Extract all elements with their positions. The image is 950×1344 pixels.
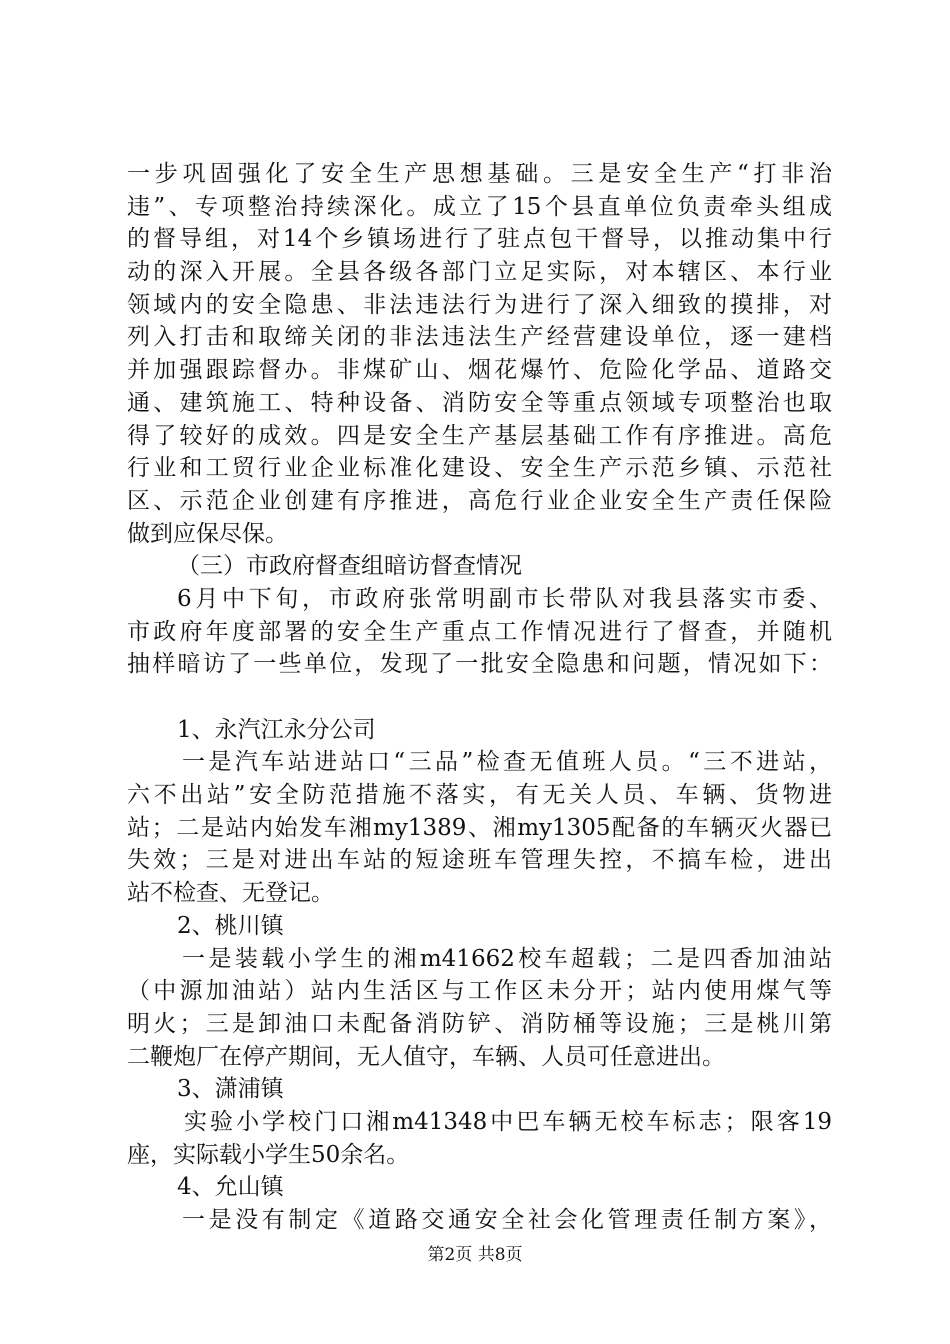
document-body [127, 158, 832, 1237]
paragraph-line: 做到应保尽保。 [127, 520, 288, 547]
paragraph-line: 并加强跟踪督办。非煤矿山、烟花爆竹、危险化学品、道路交 [127, 357, 832, 384]
paragraph-line: 站不检查、无登记。 [127, 880, 334, 907]
paragraph-line: 实验小学校门口湘m41348中巴车辆无校车标志；限客19 [184, 1108, 832, 1135]
paragraph-line: 座，实际载小学生50余名。 [127, 1141, 410, 1168]
paragraph-line: 抽样暗访了一些单位，发现了一批安全隐患和问题，情况如下： [127, 651, 832, 678]
paragraph-line: 明火；三是卸油口未配备消防铲、消防桶等设施；三是桃川第 [127, 1010, 832, 1037]
subsection-heading: 3、潇浦镇 [177, 1076, 284, 1103]
paragraph-line: 动的深入开展。全县各级各部门立足实际，对本辖区、本行业 [127, 259, 832, 286]
subsection-heading: 1、永汽江永分公司 [177, 716, 376, 743]
paragraph-line: 一是汽车站进站口“三品”检查无值班人员。“三不进站， [182, 749, 832, 776]
blank-line [127, 681, 832, 714]
paragraph-line: 二鞭炮厂在停产期间，无人值守，车辆、人员可任意进出。 [127, 1043, 725, 1070]
paragraph-line: 一是装载小学生的湘m41662校车超载；二是四香加油站 [182, 945, 832, 972]
paragraph-line: 市政府年度部署的安全生产重点工作情况进行了督查，并随机 [127, 618, 832, 645]
paragraph-line: 通、建筑施工、特种设备、消防安全等重点领域专项整治也取 [127, 389, 832, 416]
subsection-heading: 2、桃川镇 [177, 912, 284, 939]
paragraph-line: 违”、专项整治持续深化。成立了15个县直单位负责牵头组成 [127, 193, 832, 220]
paragraph-line: 行业和工贸行业企业标准化建设、安全生产示范乡镇、示范社 [127, 455, 832, 482]
paragraph-line: 站；二是站内始发车湘my1389、湘my1305配备的车辆灭火器已 [127, 814, 832, 841]
paragraph-line: 失效；三是对进出车站的短途班车管理失控，不搞车检，进出 [127, 847, 832, 874]
paragraph-line: 一是没有制定《道路交通安全社会化管理责任制方案》， [182, 1207, 832, 1233]
paragraph-line: 得了较好的成效。四是安全生产基层基础工作有序推进。高危 [127, 422, 832, 449]
page-number: 第2页 共8页 [427, 1245, 523, 1265]
paragraph-line: 区、示范企业创建有序推进，高危行业企业安全生产责任保险 [127, 487, 832, 514]
paragraph-line: 的督导组，对14个乡镇场进行了驻点包干督导，以推动集中行 [127, 226, 832, 253]
section-heading: （三）市政府督查组暗访督查情况 [177, 553, 522, 580]
paragraph-line: 6月中下旬，市政府张常明副市长带队对我县落实市委、 [177, 585, 832, 612]
paragraph-line: （中源加油站）站内生活区与工作区未分开；站内使用煤气等 [127, 978, 832, 1005]
paragraph-line: 一步巩固强化了安全生产思想基础。三是安全生产“打非治 [127, 161, 832, 187]
subsection-heading: 4、允山镇 [177, 1174, 284, 1201]
paragraph-line: 六不出站”安全防范措施不落实，有无关人员、车辆、货物进 [127, 782, 832, 809]
paragraph-line: 列入打击和取缔关闭的非法违法生产经营建设单位，逐一建档 [127, 324, 832, 351]
paragraph-line: 领域内的安全隐患、非法违法行为进行了深入细致的摸排，对 [127, 291, 832, 318]
